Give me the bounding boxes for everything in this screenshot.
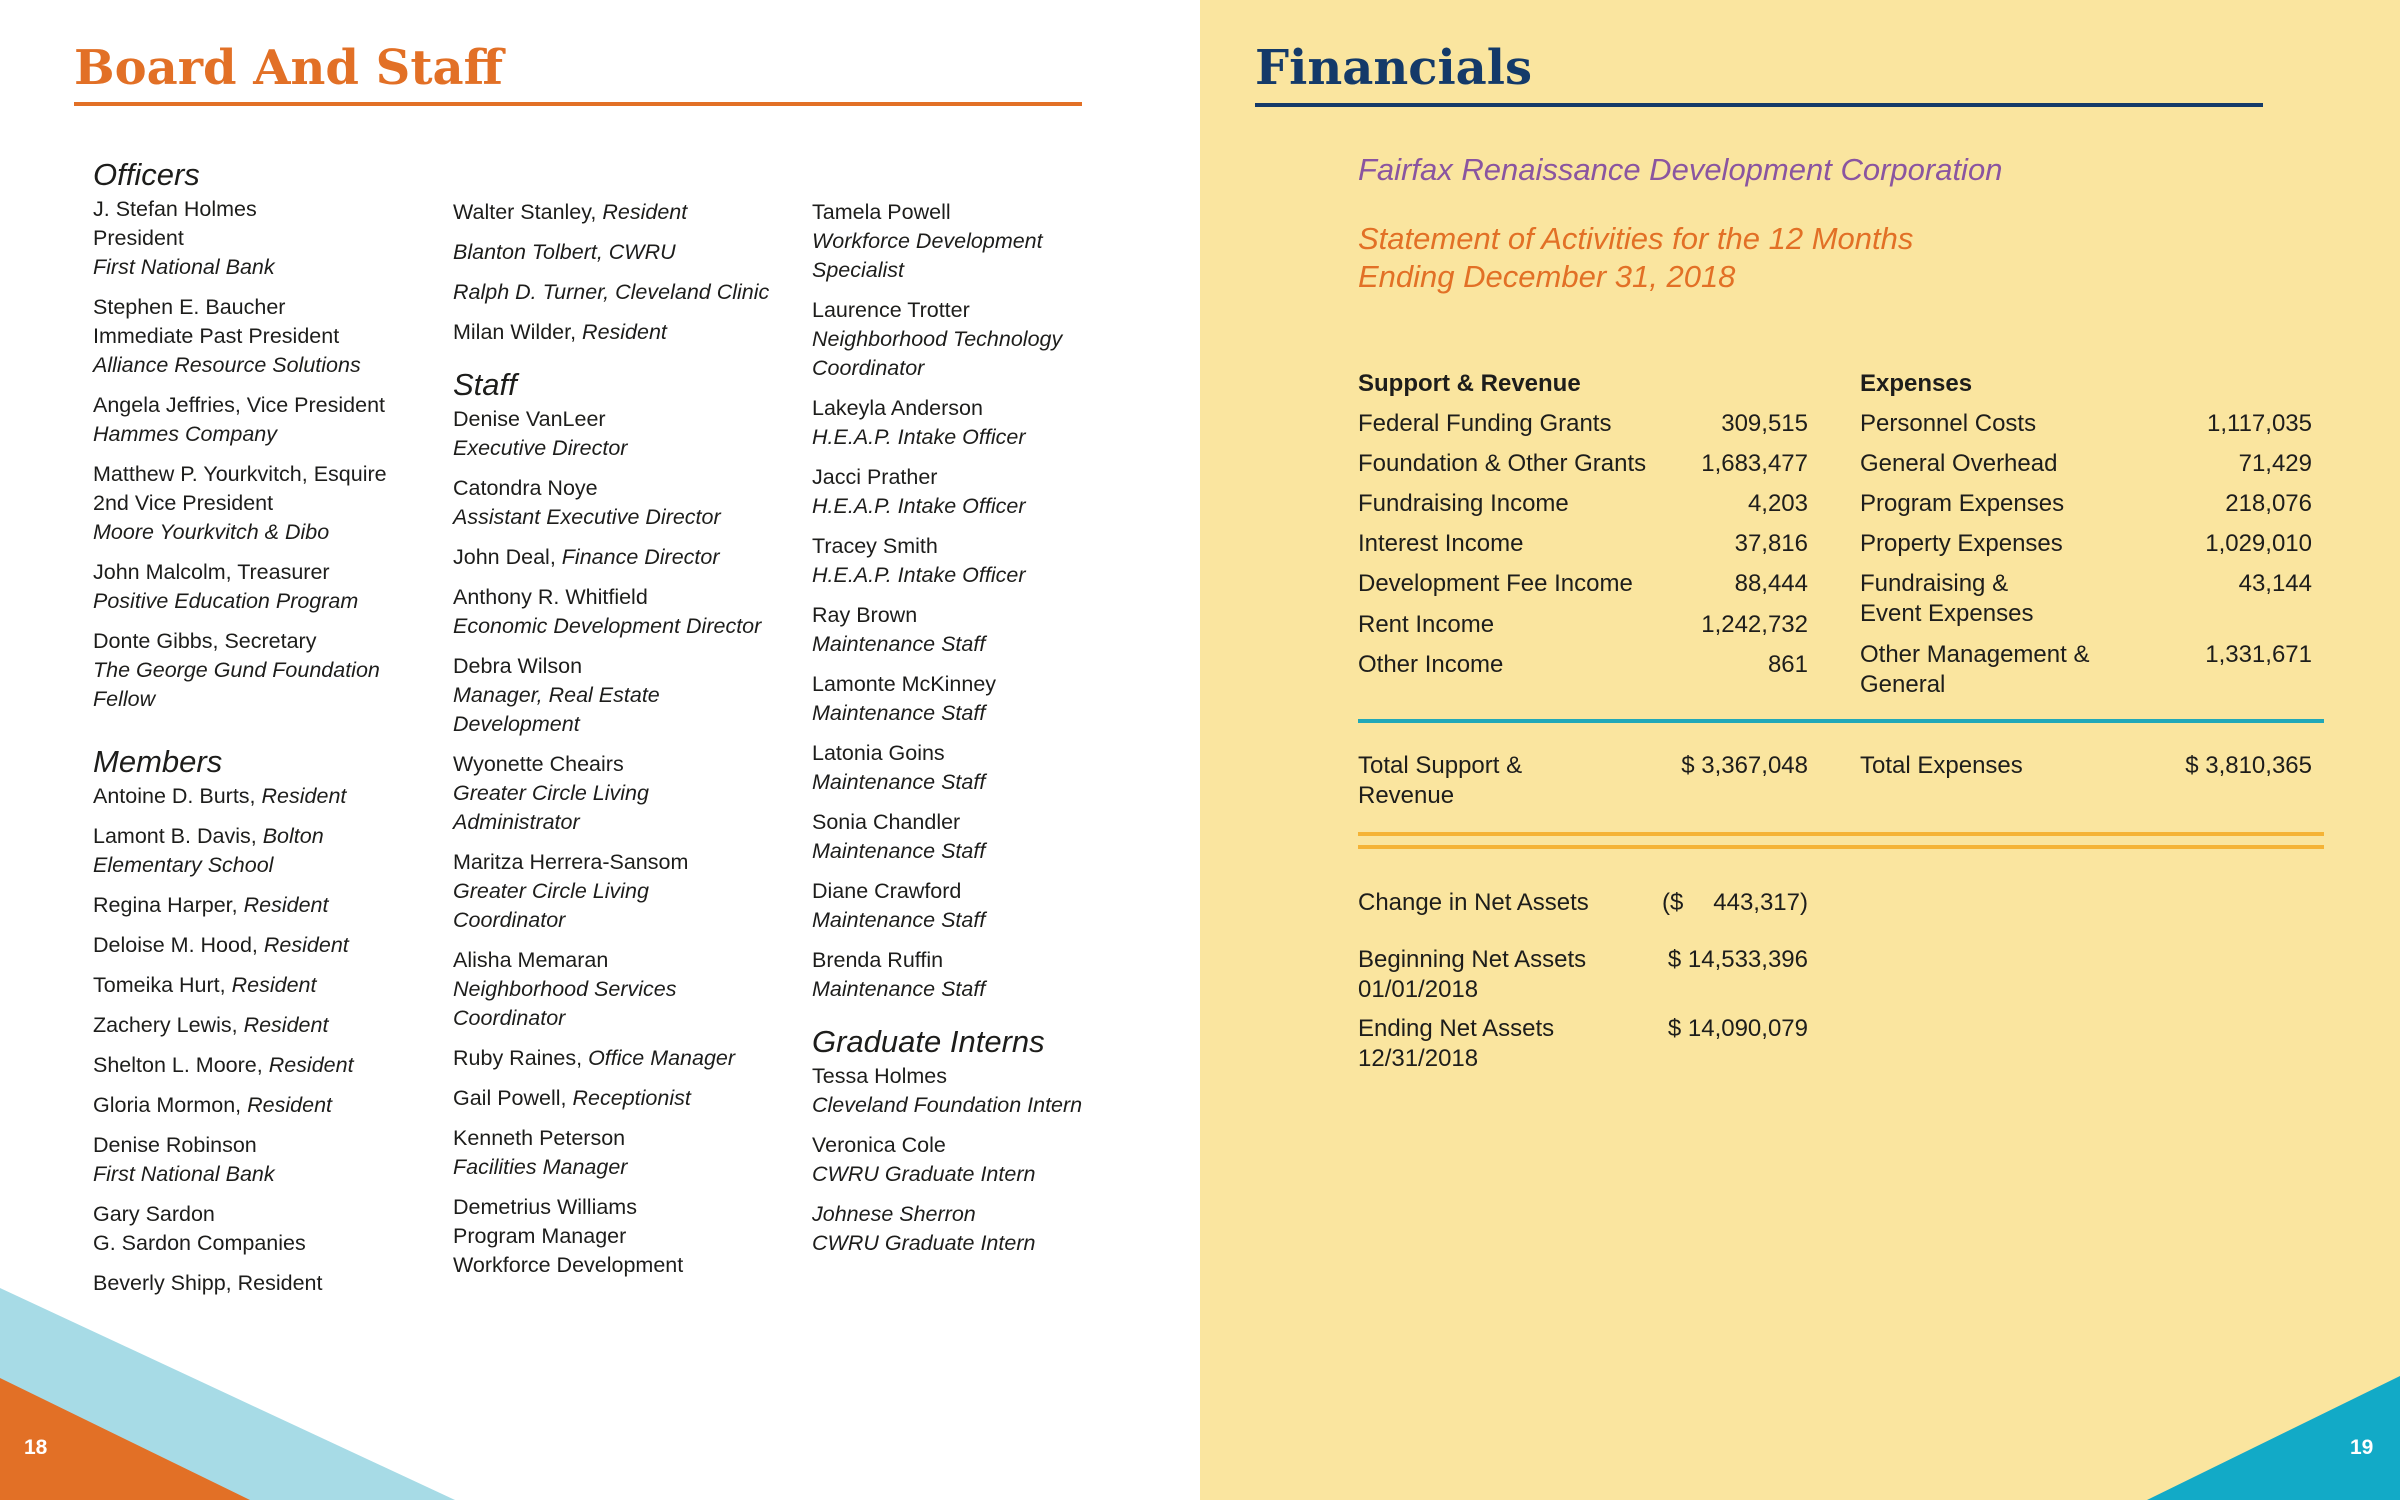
change-net-assets-label: Change in Net Assets: [1358, 889, 1589, 916]
text: Positive Education Program: [93, 589, 359, 613]
staff-entry: [453, 405, 793, 463]
text: Tomeika Hurt,: [93, 973, 226, 997]
text: Revenue: [1358, 782, 1455, 809]
officers-heading: Officers: [93, 157, 200, 192]
text: Maintenance Staff: [812, 839, 986, 863]
text: Resident: [261, 784, 347, 808]
column-officers-members: [93, 155, 433, 1309]
text: General: [1860, 671, 1946, 698]
text: Gary Sardon: [93, 1202, 215, 1226]
expense-value: 43,144: [2238, 570, 2312, 597]
text: Lamonte McKinney: [812, 672, 997, 696]
ending-net-assets-value: $ 14,090,079: [1667, 1015, 1808, 1042]
staff-entry: [812, 739, 1112, 797]
text: Cleveland Foundation Intern: [812, 1093, 1083, 1117]
member-entry: [93, 1269, 433, 1298]
text: Diane Crawford: [812, 879, 962, 903]
text: Brenda Ruffin: [812, 948, 944, 972]
staff-entry: [453, 1124, 793, 1182]
title-rule-left: [74, 102, 1082, 106]
staff-entry: [812, 808, 1112, 866]
text: Receptionist: [572, 1086, 691, 1110]
text: Resident: [268, 1053, 354, 1077]
text: Catondra Noye: [453, 476, 598, 500]
text: Regina Harper,: [93, 893, 238, 917]
beginning-net-assets-value: $ 14,533,396: [1667, 946, 1808, 973]
text: Coordinator: [453, 908, 566, 932]
text: Resident: [231, 973, 317, 997]
officer-entry: [93, 391, 433, 449]
officer-entry: [93, 460, 433, 547]
page-title-board: Board And Staff: [74, 40, 503, 96]
text: Greater Circle Living: [453, 879, 649, 903]
member-entry: [93, 782, 433, 811]
beginning-net-assets-label: [1358, 945, 1586, 1005]
text: Fundraising &: [1860, 570, 2009, 597]
text: Event Expenses: [1860, 600, 2034, 627]
organization-name: Fairfax Renaissance Development Corporation: [1358, 152, 2003, 187]
expense-value: 71,429: [2238, 450, 2312, 477]
text: Gail Powell,: [453, 1086, 567, 1110]
officer-entry: [93, 293, 433, 380]
column-members-staff: [453, 198, 793, 1291]
staff-entry: [453, 1193, 793, 1280]
staff-entry: [453, 1084, 793, 1113]
text: Development: [453, 712, 580, 736]
revenue-label: Fundraising Income: [1358, 490, 1569, 517]
text: Elementary School: [93, 853, 274, 877]
intern-entry: [812, 1131, 1112, 1189]
text: Facilities Manager: [453, 1155, 628, 1179]
officer-entry: [93, 627, 433, 714]
text: Moore Yourkvitch & Dibo: [93, 520, 330, 544]
text: Matthew P. Yourkvitch, Esquire: [93, 462, 387, 486]
text: Maintenance Staff: [812, 770, 986, 794]
text: Shelton L. Moore,: [93, 1053, 263, 1077]
text: Coordinator: [453, 1006, 566, 1030]
text: Maintenance Staff: [812, 977, 986, 1001]
member-entry: [93, 1200, 433, 1258]
page-title-financials: Financials: [1255, 40, 1533, 96]
member-entry: [453, 238, 793, 267]
text: Stephen E. Baucher: [93, 295, 286, 319]
text: Resident: [247, 1093, 332, 1117]
text: John Malcolm, Treasurer: [93, 560, 330, 584]
text: Walter Stanley,: [453, 200, 597, 224]
change-net-assets-value: 443,317): [1713, 889, 1808, 916]
text: Denise Robinson: [93, 1133, 257, 1157]
revenue-value: 309,515: [1721, 410, 1808, 437]
expense-label: Property Expenses: [1860, 530, 2063, 557]
text: Beverly Shipp, Resident: [93, 1271, 323, 1295]
revenue-value: 1,683,477: [1701, 450, 1808, 477]
text: Johnese Sherron: [812, 1202, 976, 1226]
expense-label: [1860, 640, 2089, 700]
revenue-label: Rent Income: [1358, 611, 1495, 638]
text: Workforce Development: [812, 229, 1043, 253]
member-entry: [453, 318, 793, 347]
revenue-value: 88,444: [1734, 570, 1808, 597]
text: Alisha Memaran: [453, 948, 609, 972]
text: Neighborhood Services: [453, 977, 677, 1001]
text: Specialist: [812, 258, 905, 282]
expense-value: 1,331,671: [2205, 641, 2312, 668]
text: Assistant Executive Director: [453, 505, 721, 529]
text: Zachery Lewis,: [93, 1013, 238, 1037]
revenue-label: Other Income: [1358, 651, 1504, 678]
text: Blanton Tolbert, CWRU: [453, 240, 676, 264]
staff-entry: [812, 601, 1112, 659]
interns-heading: Graduate Interns: [812, 1024, 1045, 1059]
text: Total Support &: [1358, 752, 1523, 779]
text: Resident: [243, 1013, 329, 1037]
revenue-heading: Support & Revenue: [1358, 370, 1581, 397]
text: The George Gund Foundation: [93, 658, 380, 682]
text: CWRU Graduate Intern: [812, 1231, 1036, 1255]
text: Gloria Mormon,: [93, 1093, 242, 1117]
revenue-value: 37,816: [1734, 530, 1808, 557]
member-entry: [93, 1091, 433, 1120]
text: Anthony R. Whitfield: [453, 585, 648, 609]
page-right: [1200, 0, 2400, 1500]
text: Debra Wilson: [453, 654, 583, 678]
expense-value: 1,029,010: [2205, 530, 2312, 557]
revenue-label: Foundation & Other Grants: [1358, 450, 1647, 477]
text: Coordinator: [812, 356, 925, 380]
text: Tessa Holmes: [812, 1064, 948, 1088]
text: Latonia Goins: [812, 741, 945, 765]
staff-heading: Staff: [453, 367, 517, 402]
staff-entry: [812, 198, 1112, 285]
text: 2nd Vice President: [93, 491, 274, 515]
text: Neighborhood Technology: [812, 327, 1063, 351]
total-revenue-label: [1358, 751, 1522, 811]
text: Workforce Development: [453, 1253, 684, 1277]
staff-entry: [453, 946, 793, 1033]
double-rule-bottom: [1358, 845, 2324, 849]
staff-entry: [812, 532, 1112, 590]
column-staff-interns: [812, 198, 1112, 1269]
member-entry: [93, 1011, 433, 1040]
text: Resident: [582, 320, 667, 344]
page-number-right: 19: [2350, 1436, 2374, 1459]
totals-divider: [1358, 719, 2324, 723]
staff-entry: [812, 296, 1112, 383]
text: Sonia Chandler: [812, 810, 961, 834]
member-entry: [453, 278, 793, 307]
intern-entry: [812, 1200, 1112, 1258]
officer-entry: [93, 195, 433, 282]
text: Ralph D. Turner, Cleveland Clinic: [453, 280, 770, 304]
statement-title: [1358, 220, 1913, 296]
text: Veronica Cole: [812, 1133, 946, 1157]
text: 01/01/2018: [1358, 976, 1479, 1003]
text: Statement of Activities for the 12 Months: [1358, 221, 1914, 256]
text: First National Bank: [93, 1162, 275, 1186]
text: Manager, Real Estate: [453, 683, 660, 707]
expense-value: 218,076: [2225, 490, 2312, 517]
member-entry: [93, 1051, 433, 1080]
member-entry: [93, 931, 433, 960]
text: Office Manager: [588, 1046, 736, 1070]
text: H.E.A.P. Intake Officer: [812, 563, 1026, 587]
text: Administrator: [453, 810, 580, 834]
intern-entry: [812, 1062, 1112, 1120]
text: Finance Director: [561, 545, 720, 569]
members-heading: Members: [93, 744, 223, 779]
expense-label: Personnel Costs: [1860, 410, 2037, 437]
text: Maintenance Staff: [812, 632, 986, 656]
text: H.E.A.P. Intake Officer: [812, 494, 1026, 518]
total-expenses-label: Total Expenses: [1860, 752, 2023, 779]
text: Economic Development Director: [453, 614, 762, 638]
member-entry: [93, 1131, 433, 1189]
revenue-label: Development Fee Income: [1358, 570, 1633, 597]
member-entry: [93, 891, 433, 920]
text: Resident: [602, 200, 688, 224]
staff-entry: [812, 946, 1112, 1004]
staff-entry: [453, 848, 793, 935]
total-revenue-value: $ 3,367,048: [1681, 752, 1808, 779]
text: H.E.A.P. Intake Officer: [812, 425, 1026, 449]
total-expenses-value: $ 3,810,365: [2185, 752, 2312, 779]
text: President: [93, 226, 184, 250]
text: Executive Director: [453, 436, 628, 460]
text: Denise VanLeer: [453, 407, 606, 431]
revenue-label: Interest Income: [1358, 530, 1524, 557]
expenses-heading: Expenses: [1860, 370, 1973, 397]
expense-label: Program Expenses: [1860, 490, 2065, 517]
change-net-assets-prefix: ($: [1662, 889, 1684, 916]
text: Ending Net Assets: [1358, 1015, 1555, 1042]
text: Beginning Net Assets: [1358, 946, 1587, 973]
text: Lamont B. Davis,: [93, 824, 257, 848]
staff-entry: [812, 394, 1112, 452]
text: Jacci Prather: [812, 465, 938, 489]
title-rule-right: [1255, 103, 2263, 107]
page-number-left: 18: [24, 1436, 48, 1459]
revenue-label: Federal Funding Grants: [1358, 410, 1612, 437]
expense-label: [1860, 569, 2033, 629]
text: Ending December 31, 2018: [1358, 259, 1736, 294]
staff-entry: [453, 583, 793, 641]
text: Immediate Past President: [93, 324, 340, 348]
officer-entry: [93, 558, 433, 616]
text: Resident: [243, 893, 329, 917]
text: Lakeyla Anderson: [812, 396, 983, 420]
expense-value: 1,117,035: [2207, 410, 2312, 437]
text: Maintenance Staff: [812, 701, 986, 725]
text: Greater Circle Living: [453, 781, 649, 805]
revenue-value: 1,242,732: [1701, 611, 1808, 638]
text: Wyonette Cheairs: [453, 752, 624, 776]
text: Angela Jeffries, Vice President: [93, 393, 386, 417]
text: Hammes Company: [93, 422, 277, 446]
text: Ruby Raines,: [453, 1046, 583, 1070]
text: First National Bank: [93, 255, 275, 279]
text: Other Management &: [1860, 641, 2090, 668]
text: Maintenance Staff: [812, 908, 986, 932]
text: Laurence Trotter: [812, 298, 970, 322]
ending-net-assets-label: [1358, 1014, 1554, 1074]
text: Alliance Resource Solutions: [93, 353, 361, 377]
staff-entry: [453, 750, 793, 837]
staff-entry: [453, 543, 793, 572]
text: CWRU Graduate Intern: [812, 1162, 1036, 1186]
text: Maritza Herrera-Sansom: [453, 850, 689, 874]
revenue-value: 861: [1767, 651, 1808, 678]
text: Resident: [263, 933, 349, 957]
text: 12/31/2018: [1358, 1045, 1479, 1072]
text: John Deal,: [453, 545, 556, 569]
text: Program Manager: [453, 1224, 627, 1248]
text: Donte Gibbs, Secretary: [93, 629, 317, 653]
staff-entry: [453, 1044, 793, 1073]
text: Antoine D. Burts,: [93, 784, 256, 808]
text: Ray Brown: [812, 603, 918, 627]
text: Fellow: [93, 687, 156, 711]
revenue-value: 4,203: [1747, 490, 1808, 517]
double-rule-top: [1358, 832, 2324, 836]
staff-entry: [453, 652, 793, 739]
member-entry: [453, 198, 793, 227]
text: Demetrius Williams: [453, 1195, 637, 1219]
text: Bolton: [262, 824, 324, 848]
text: Deloise M. Hood,: [93, 933, 258, 957]
text: G. Sardon Companies: [93, 1231, 306, 1255]
staff-entry: [812, 670, 1112, 728]
text: Milan Wilder,: [453, 320, 577, 344]
staff-entry: [812, 877, 1112, 935]
member-entry: [93, 822, 433, 880]
staff-entry: [812, 463, 1112, 521]
staff-entry: [453, 474, 793, 532]
member-entry: [93, 971, 433, 1000]
text: Tamela Powell: [812, 200, 951, 224]
text: Tracey Smith: [812, 534, 938, 558]
text: Kenneth Peterson: [453, 1126, 626, 1150]
expense-label: General Overhead: [1860, 450, 2058, 477]
text: J. Stefan Holmes: [93, 197, 257, 221]
